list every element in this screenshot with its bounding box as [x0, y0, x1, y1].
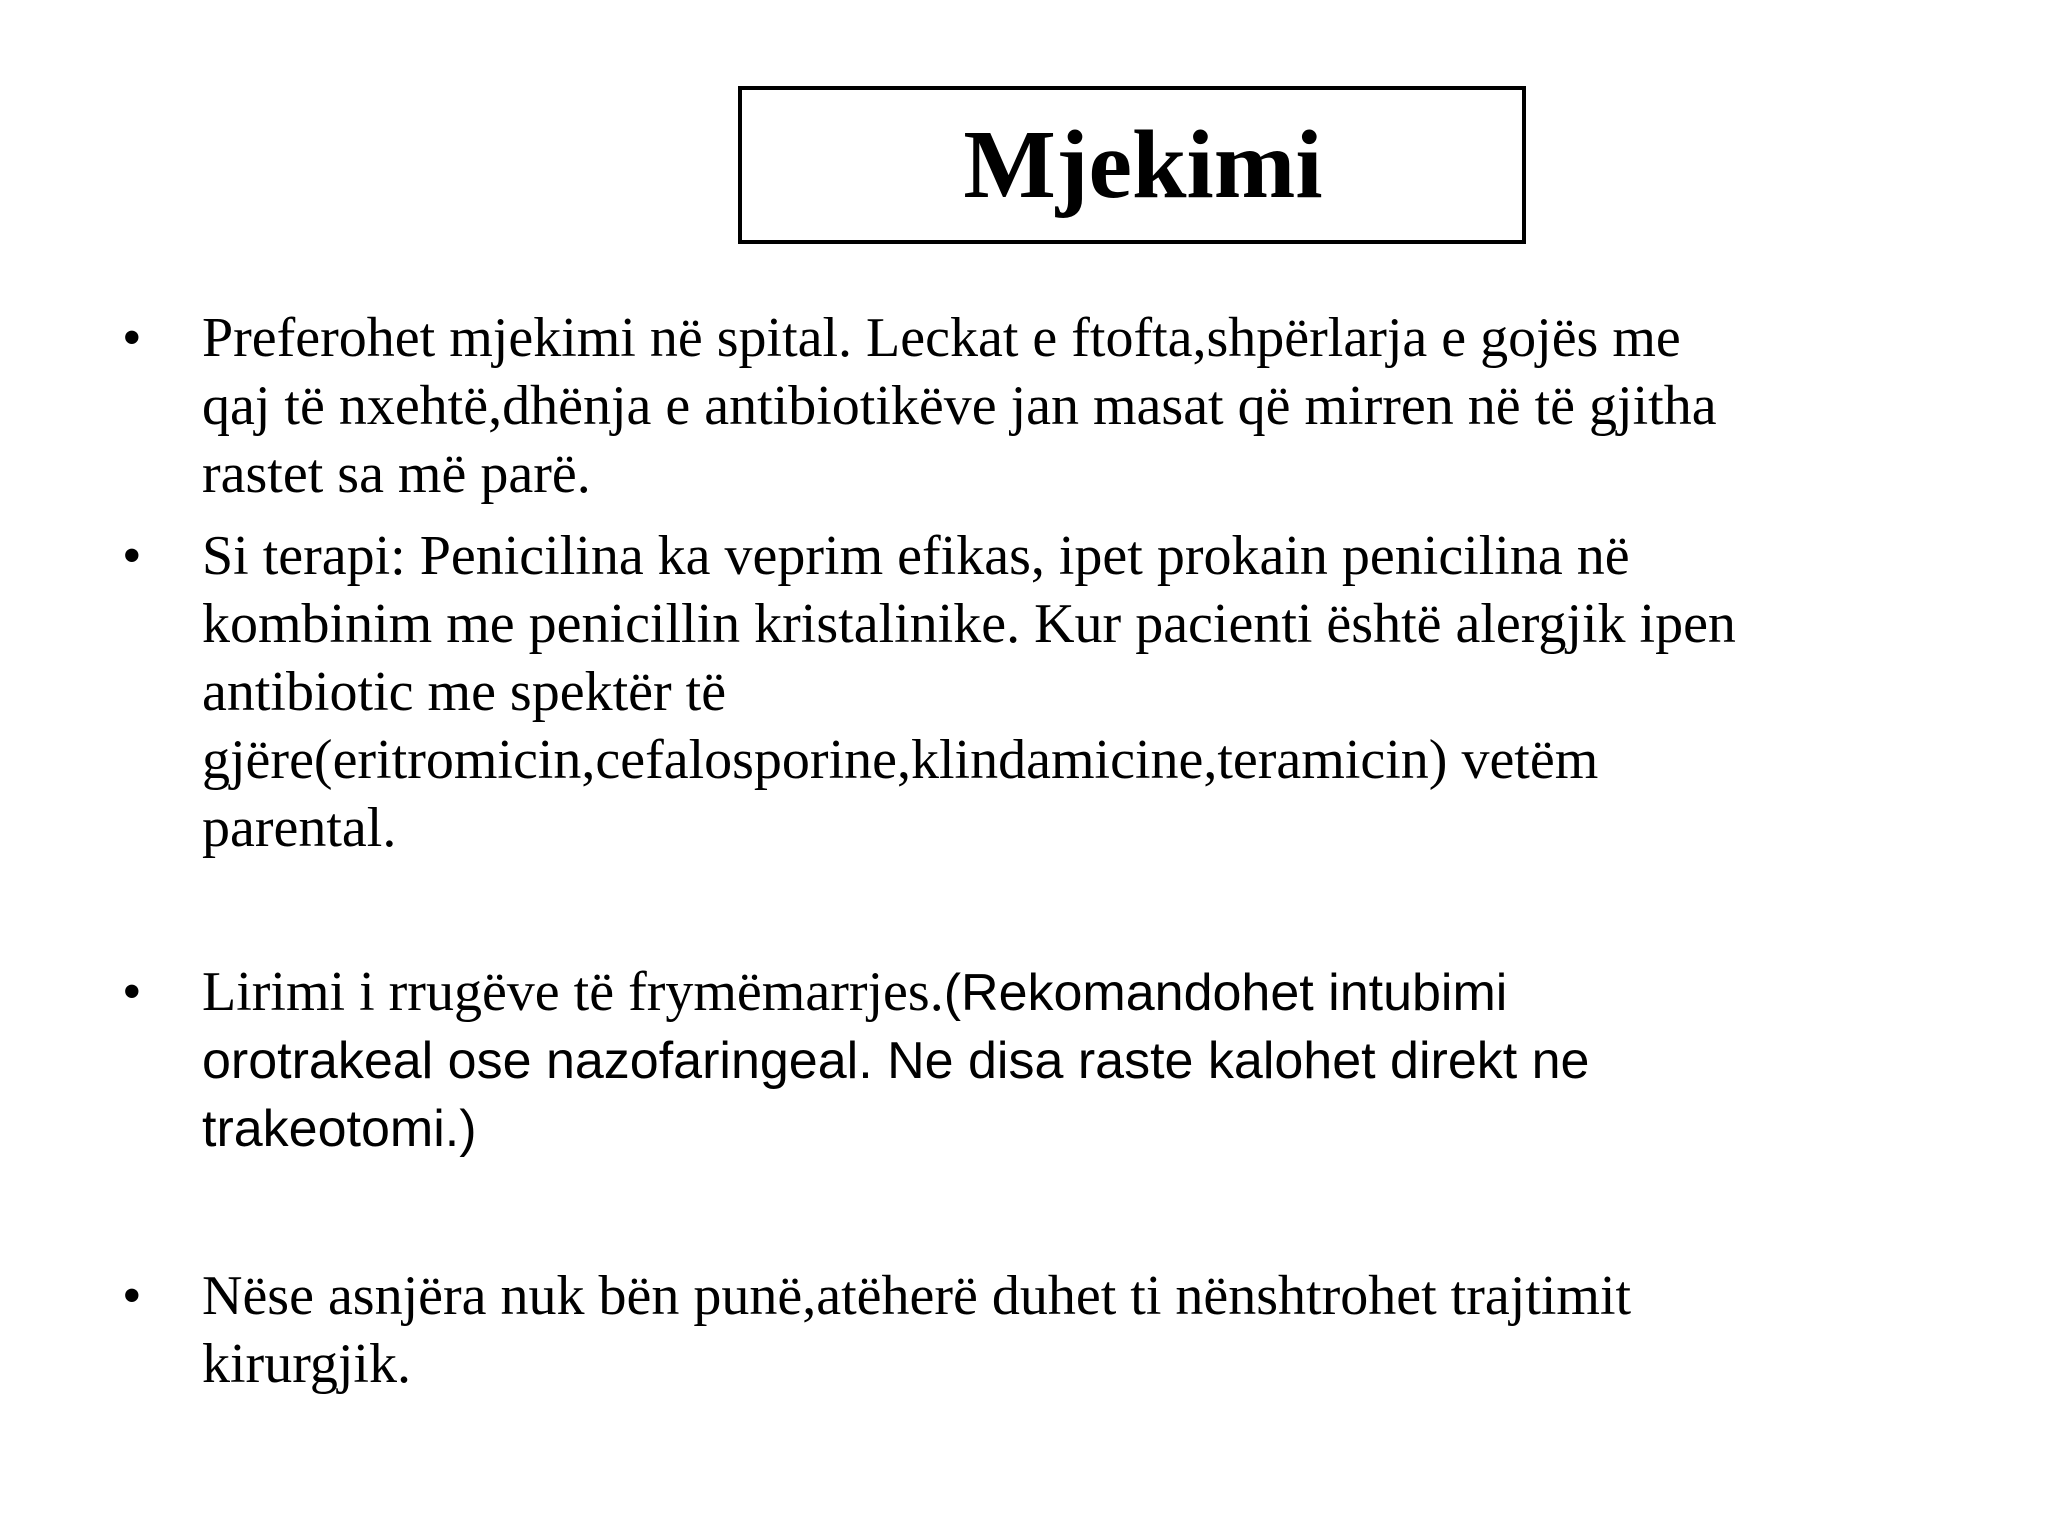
bullet-4-line-2: kirurgjik. [202, 1333, 411, 1395]
bullet-dot: • [122, 1265, 142, 1327]
bullet-text-3 [202, 958, 1962, 1163]
bullet-text-2 [202, 522, 1962, 862]
bullet-dot: • [122, 961, 142, 1023]
bullet-1-line-1: Preferohet mjekimi në spital. Leckat e ftofta,shpërlarja e gojës me [202, 307, 1681, 369]
bullet-3-line-1-sans: (Rekomandohet intubimi [943, 964, 1508, 1022]
bullet-2-line-4: gjëre(eritromicin,cefalosporine,klindamicine,teramicin) vetëm [202, 729, 1599, 791]
bullet-dot: • [122, 525, 142, 587]
bullet-text-1 [202, 304, 1962, 508]
bullet-2-line-5: parental. [202, 797, 397, 859]
bullet-2-line-3: antibiotic me spektër të [202, 661, 727, 723]
bullet-3-line-3: trakeotomi.) [202, 1100, 477, 1158]
bullet-3-line-1-serif: Lirimi i rrugëve të frymëmarrjes. [202, 961, 944, 1023]
bullet-1-line-3: rastet sa më parë. [202, 443, 591, 505]
bullet-dot: • [122, 307, 142, 369]
bullet-2-line-2: kombinim me penicillin kristalinike. Kur pacienti është alergjik ipen [202, 593, 1736, 655]
bullet-1-line-2: qaj të nxehtë,dhënja e antibiotikëve jan masat që mirren në të gjitha [202, 375, 1717, 437]
bullet-2-line-1: Si terapi: Penicilina ka veprim efikas, ipet prokain penicilina në [202, 525, 1630, 587]
bullet-text-4 [202, 1262, 1962, 1398]
bullet-4-line-1: Nëse asnjëra nuk bën punë,atëherë duhet ti nënshtrohet trajtimit [202, 1265, 1632, 1327]
bullet-3-line-1 [202, 958, 1962, 1027]
bullet-3-line-2: orotrakeal ose nazofaringeal. Ne disa raste kalohet direkt ne [202, 1032, 1590, 1090]
slide-title: Mjekimi [963, 111, 1323, 219]
